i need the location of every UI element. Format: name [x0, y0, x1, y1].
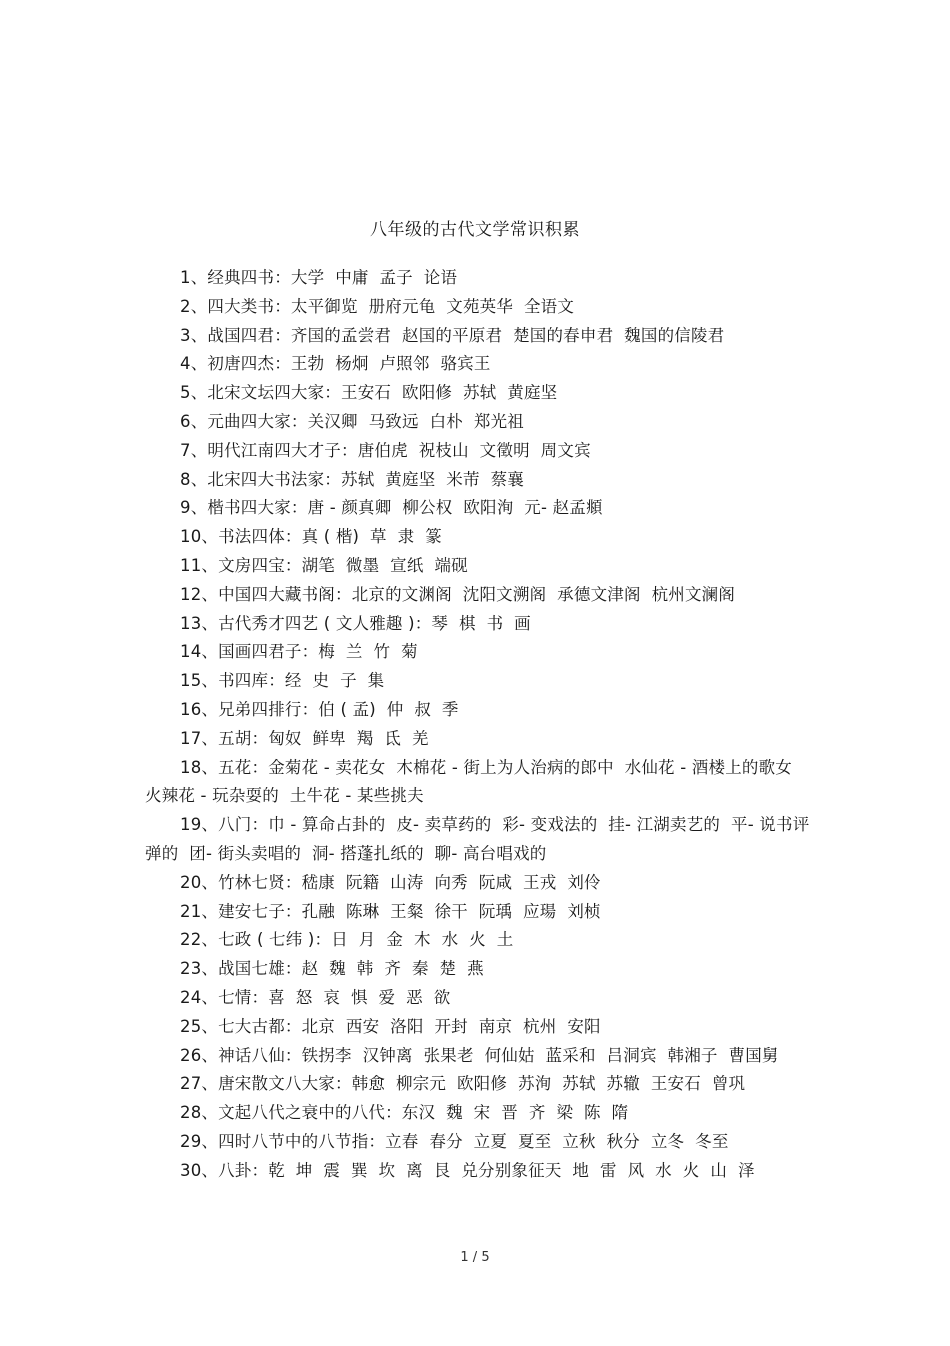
list-item: 20、竹林七贤：嵇康 阮籍 山涛 向秀 阮咸 王戎 刘伶: [180, 872, 601, 892]
list-item: 6、元曲四大家：关汉卿 马致远 白朴 郑光祖: [180, 411, 524, 431]
list-item: 7、明代江南四大才子：唐伯虎 祝枝山 文徵明 周文宾: [180, 440, 591, 460]
list-item: 14、国画四君子：梅 兰 竹 菊: [180, 642, 418, 662]
list-item: 8、北宋四大书法家：苏轼 黄庭坚 米芾 蔡襄: [180, 469, 524, 489]
list-item: 11、文房四宝：湖笔 微墨 宣纸 端砚: [180, 555, 468, 575]
list-item: 26、神话八仙：铁拐李 汉钟离 张果老 何仙姑 蓝采和 吕洞宾 韩湘子 曹国舅: [180, 1045, 779, 1065]
list-item: 21、建安七子：孔融 陈琳 王粲 徐干 阮瑀 应瑒 刘桢: [180, 901, 601, 921]
list-item: 27、唐宋散文八大家：韩愈 柳宗元 欧阳修 苏洵 苏轼 苏辙 王安石 曾巩: [180, 1074, 746, 1094]
list-item: 19、八门：巾 - 算命占卦的 皮- 卖草药的 彩- 变戏法的 挂- 江湖卖艺的 平- 说书评弹的 团- 街头卖唱的 洞- 搭蓬扎纸的 聊- 高台唱戏的: [145, 815, 810, 863]
list-item: 29、四时八节中的八节指：立春 春分 立夏 夏至 立秋 秋分 立冬 冬至: [180, 1131, 729, 1151]
document-title: 八年级的古代文学常识积累: [370, 220, 580, 240]
entry-list: [145, 264, 810, 1186]
list-item: 30、八卦：乾 坤 震 巽 坎 离 艮 兑分别象征天 地 雷 风 水 火 山 泽: [180, 1160, 755, 1180]
list-item: 16、兄弟四排行：伯 ( 孟) 仲 叔 季: [180, 699, 459, 719]
list-item: 22、七政 ( 七纬 )：日 月 金 木 水 火 土: [180, 930, 514, 950]
list-item: 17、五胡：匈奴 鲜卑 羯 氐 羌: [180, 728, 429, 748]
list-item: 28、文起八代之衰中的八代：东汉 魏 宋 晋 齐 梁 陈 隋: [180, 1103, 629, 1123]
list-item: 15、书四库：经 史 子 集: [180, 671, 385, 691]
list-item: 25、七大古都：北京 西安 洛阳 开封 南京 杭州 安阳: [180, 1016, 601, 1036]
list-item: 12、中国四大藏书阁：北京的文渊阁 沈阳文溯阁 承德文津阁 杭州文澜阁: [180, 584, 736, 604]
list-item: 9、楷书四大家：唐 - 颜真卿 柳公权 欧阳洵 元- 赵孟頫: [180, 498, 603, 518]
list-item: 4、初唐四杰：王勃 杨炯 卢照邻 骆宾王: [180, 354, 491, 374]
list-item: 23、战国七雄：赵 魏 韩 齐 秦 楚 燕: [180, 959, 484, 979]
list-item: 18、五花：金菊花 - 卖花女 木棉花 - 街上为人治病的郎中 水仙花 - 酒楼上的歌女 火辣花 - 玩杂耍的 土牛花 - 某些挑夫: [145, 757, 803, 806]
list-item: 1、经典四书：大学 中庸 孟子 论语: [180, 268, 458, 287]
list-item: 13、古代秀才四艺 ( 文人雅趣 )：琴 棋 书 画: [180, 613, 531, 633]
list-item: 24、七情：喜 怒 哀 惧 爱 恶 欲: [180, 987, 451, 1007]
list-item: 5、北宋文坛四大家：王安石 欧阳修 苏轼 黄庭坚: [180, 383, 558, 403]
list-item: 3、战国四君：齐国的孟尝君 赵国的平原君 楚国的春申君 魏国的信陵君: [180, 325, 725, 345]
list-item: 2、四大类书：太平御览 册府元龟 文苑英华 全语文: [180, 296, 575, 316]
list-item: 10、书法四体：真 ( 楷) 草 隶 篆: [180, 527, 442, 547]
page-number: 1 / 5: [460, 1250, 490, 1265]
